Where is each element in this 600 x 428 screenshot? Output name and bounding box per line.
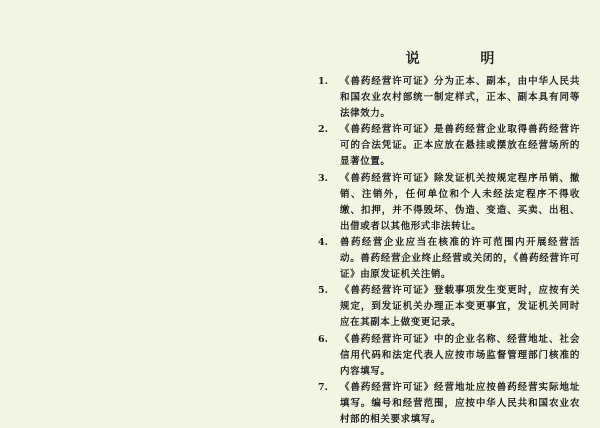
item-number: 5.	[318, 285, 328, 297]
item-number: 7.	[318, 381, 328, 393]
item-text: 《兽药经营许可证》中的企业名称、经营地址、社会信用代码和法定代表人应按市场监督管理部门核准的内容填写。	[340, 333, 580, 377]
instructions-list	[318, 74, 580, 428]
item-number: 6.	[318, 333, 328, 345]
item-number: 4.	[318, 236, 328, 248]
item-text: 《兽药经营许可证》是兽药经营企业取得兽药经营许可的合法凭证。正本应放在悬挂或摆放在经营场所的显著位置。	[340, 124, 580, 168]
list-item	[318, 235, 580, 283]
item-number: 1.	[318, 76, 328, 87]
item-text: 《兽药经营许可证》除发证机关按规定程序吊销、撤销、注销外，任何单位和个人未经法定程序不得收缴、扣押，并不得毁坏、伪造、变造、买卖、出租、出借或者以其他形式非法转让。	[340, 172, 580, 232]
item-text: 《兽药经营许可证》登载事项发生变更时，应按有关规定，到发证机关办理正本变更事宜，发证机关同时应在其副本上做变更记录。	[340, 285, 580, 329]
list-item	[318, 171, 580, 235]
list-item	[318, 283, 580, 331]
list-item	[318, 74, 580, 122]
list-item	[318, 380, 580, 428]
item-text: 《兽药经营许可证》分为正本、副本，由中华人民共和国农业农村部统一制定样式，正本、副本具有同等法律效力。	[340, 76, 580, 120]
item-number: 2.	[318, 124, 328, 136]
item-text: 兽药经营企业应当在核准的许可范围内开展经营活动。兽药经营企业终止经营或关闭的，《兽药经营许可证》由原发证机关注销。	[340, 236, 580, 281]
item-text: 《兽药经营许可证》经营地址应按兽药经营实际地址填写。编号和经营范围，应按中华人民共和国农业农村部的相关要求填写。	[340, 381, 580, 425]
list-item	[318, 122, 580, 170]
list-item	[318, 332, 580, 380]
item-number: 3.	[318, 172, 328, 184]
page-title: 说 明	[405, 51, 523, 67]
